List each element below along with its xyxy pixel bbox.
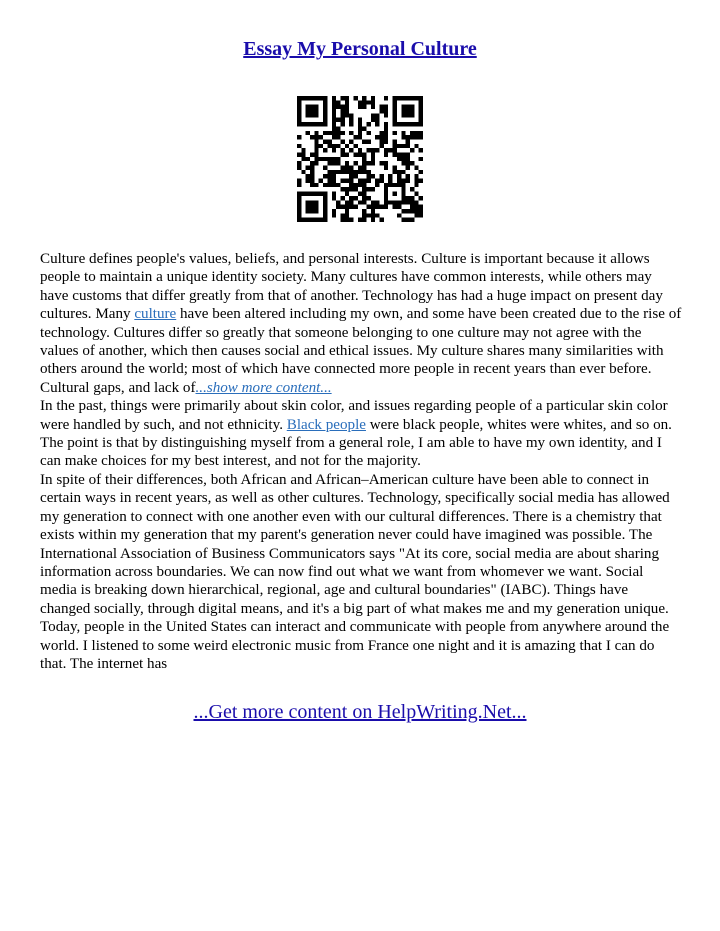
qr-code-icon — [297, 96, 423, 222]
culture-link[interactable]: culture — [134, 306, 177, 323]
show-more-link[interactable]: ...show more content... — [195, 379, 332, 396]
paragraph-2 — [40, 397, 682, 471]
page-title[interactable]: Essay My Personal Culture — [243, 38, 477, 60]
paragraph-2-text-a: In the past, things were primarily about skin color, and issues regarding people of a particular skin color were handled by such, and not ethnicity. — [40, 398, 668, 433]
paragraph-1 — [40, 250, 682, 397]
paragraph-1-text-b: have been altered including my own, and some have been created due to the rise of technology. Cultures differ so greatly that someone belonging to one culture may not agree with the values of another, which then causes social and ethical issues. My culture shares many similarities with others around the world; most of which have connected more people in recent years than ever before. Cultural gaps, and lack of — [40, 306, 682, 396]
paragraph-2-text-b: were black people, whites were whites, and so on. The point is that by distinguishing myself from a general role, I am able to have my own identity, and I can make choices for my best interest, and not for the majority. — [40, 416, 672, 470]
paragraph-3: In spite of their differences, both African and African–American culture have been able to connect in certain ways in recent years, as well as other cultures. Technology, specifically social media has allowed my generation to connect with one another even with our cultural differences. There is a chemistry that exists within my generation that my parent's generation never could have imagined was possible. The International Association of Business Communicators says "At its core, social media are about sharing information across boundaries. We can now find out what we want from whomever we want. Social media is breaking down hierarchical, regional, age and cultural boundaries" (IABC). Things have changed socially, through digital means, and it's a big part of what makes me and my generation unique. Today, people in the United States can interact and communicate with people from anywhere around the world. I listened to some weird electronic music from France one night and it is amazing that I can do that. The internet has — [40, 471, 670, 672]
black-people-link[interactable]: Black people — [286, 416, 366, 433]
essay-body — [40, 250, 682, 673]
get-more-content-link[interactable]: ...Get more content on HelpWriting.Net... — [193, 701, 527, 723]
paragraph-1-text-a: Culture defines people's values, beliefs, and personal interests. Culture is important because it allows people to maintain a unique identity society. Many cultures have common interests, while others may have customs that differ greatly from that of another. Technology has had a huge impact on present day cultures. Many — [40, 251, 663, 323]
